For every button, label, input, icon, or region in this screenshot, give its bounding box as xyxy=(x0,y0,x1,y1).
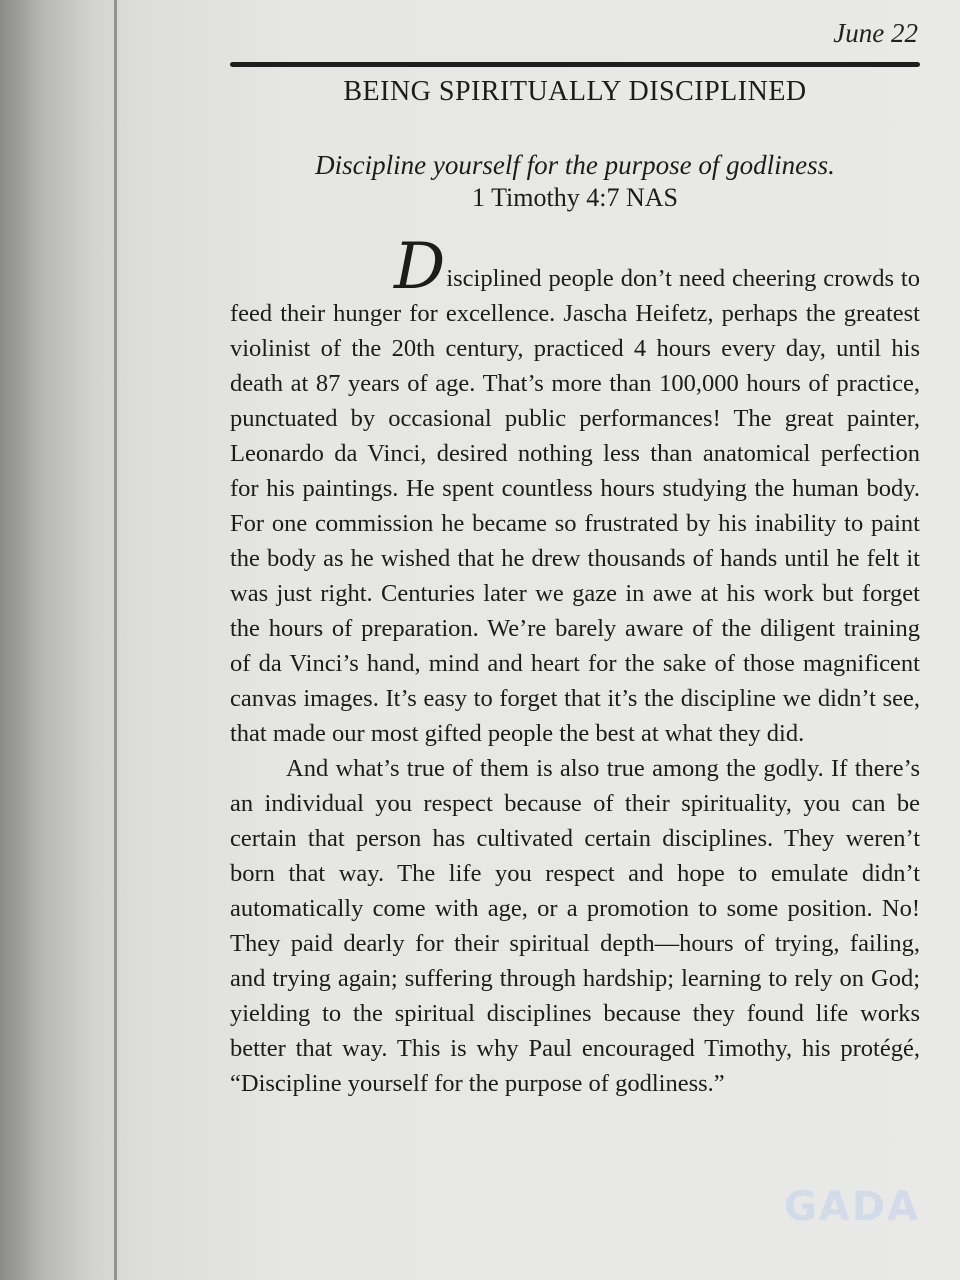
watermark-logo: GADA xyxy=(784,1184,920,1230)
header-rule xyxy=(230,62,920,67)
devotional-body xyxy=(230,230,920,1101)
paragraph-2: And what’s true of them is also true among the godly. If there’s an individual you respect because of their spirituality, you can be certain that person has cultivated certain disciplines. They weren’t born that way. The life you respect and hope to emulate didn’t automatically come with age, or a promotion to some position. No! They paid dearly for their spiritual depth—hours of trying, failing, and trying again; suffering through hardship; learning to rely on God; yielding to the spiritual disciplines because they found life works better that way. This is why Paul encouraged Timothy, his protégé, “Discipline yourself for the purpose of godliness.” xyxy=(230,755,920,1097)
binding-edge xyxy=(114,0,117,1280)
paragraph-1-text: isciplined people don’t need cheering crowds to feed their hunger for excellence. Jascha Heifetz, perhaps the greatest violinist of the 20th century, practiced 4 hours every day, until his death at 87 years of age. That’s more than 100,000 hours of practice, punctuated by occasional public performances! The great painter, Leonardo da Vinci, desired nothing less than anatomical perfection for his paintings. He spent countless hours studying the human body. For one commission he became so frustrated by his inability to paint the body as he wished that he drew thousands of hands until he felt it was just right. Centuries later we gaze in awe at his work but forget the hours of preparation. We’re barely aware of the diligent training of da Vinci’s hand, mind and heart for the sake of those magnificent canvas images. It’s easy to forget that it’s the discipline we didn’t see, that made our most gifted people the best at what they did. xyxy=(230,265,920,747)
book-page xyxy=(130,0,960,1280)
page-date: June 22 xyxy=(833,18,918,48)
drop-cap: D xyxy=(394,230,446,304)
paragraph-1 xyxy=(230,230,920,751)
page-gutter xyxy=(0,0,130,1280)
devotional-title: BEING SPIRITUALLY DISCIPLINED xyxy=(343,76,807,107)
scripture-reference: 1 Timothy 4:7 NAS xyxy=(472,183,678,212)
scripture-verse: Discipline yourself for the purpose of godliness. xyxy=(315,150,835,180)
